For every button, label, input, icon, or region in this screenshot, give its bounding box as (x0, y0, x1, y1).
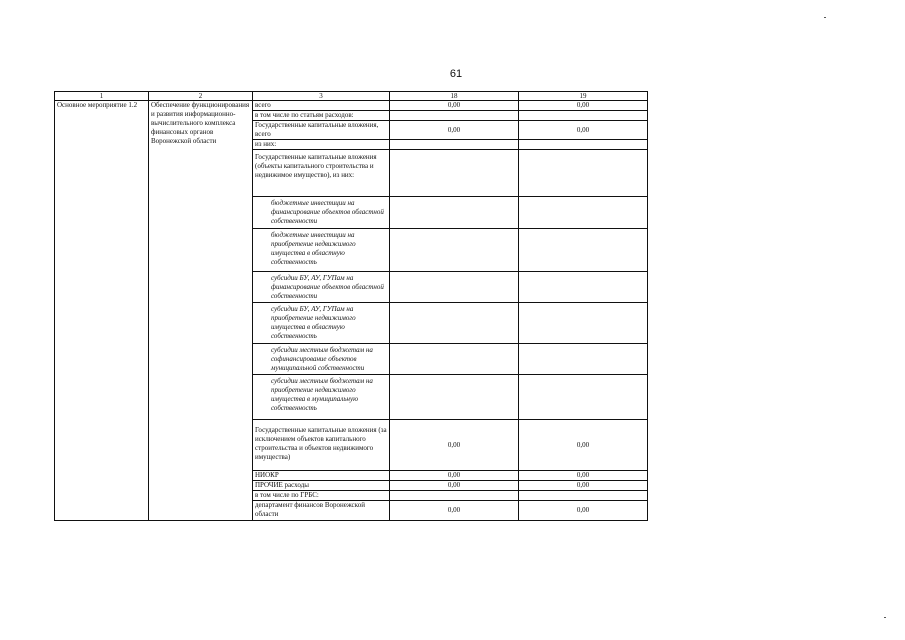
value-18 (390, 344, 519, 375)
page-number: 61 (449, 68, 463, 80)
value-19 (519, 140, 648, 150)
budget-table (54, 91, 648, 521)
value-19 (519, 197, 648, 229)
scan-speck (824, 17, 826, 18)
value-19: 0,00 (519, 471, 648, 481)
column-header: 1 (55, 92, 149, 101)
value-19 (519, 491, 648, 501)
value-18: 0,00 (390, 420, 519, 471)
value-18 (390, 375, 519, 420)
value-18 (390, 229, 519, 272)
row-label: Государственные капитальные вложения (объекты капитального строительства и недвижимое имущество), из них: (253, 150, 390, 197)
row-label: Государственные капитальные вложения, всего (253, 121, 390, 140)
column-header: 19 (519, 92, 648, 101)
row-label: департамент финансов Воронежской области (253, 501, 390, 521)
scan-speck (884, 617, 886, 618)
row-label: бюджетные инвестиции на финансирование объектов областной собственности (253, 197, 390, 229)
value-18 (390, 272, 519, 303)
row-label: субсидии БУ, АУ, ГУПам на приобретение недвижимого имущества в областную собственность (253, 303, 390, 344)
value-19 (519, 150, 648, 197)
value-19: 0,00 (519, 481, 648, 491)
row-label: бюджетные инвестиции на приобретение недвижимого имущества в областную собственность (253, 229, 390, 272)
value-18 (390, 303, 519, 344)
value-19 (519, 303, 648, 344)
value-19 (519, 229, 648, 272)
value-19 (519, 111, 648, 121)
value-18 (390, 140, 519, 150)
column-header: 18 (390, 92, 519, 101)
column-header: 2 (149, 92, 253, 101)
row-label: ПРОЧИЕ расходы (253, 481, 390, 491)
measure-title-cell: Обеспечение функционирования и развития информационно-вычислительного комплекса финансовых органов Воронежской области (149, 101, 253, 521)
row-label: Государственные капитальные вложения (за исключением объектов капитального строительства и объектов недвижимого имущества) (253, 420, 390, 471)
value-18: 0,00 (390, 481, 519, 491)
column-header: 3 (253, 92, 390, 101)
row-label: субсидии местным бюджетам на приобретение недвижимого имущества в муниципальную собственность (253, 375, 390, 420)
value-19 (519, 375, 648, 420)
value-18 (390, 491, 519, 501)
row-label: субсидии БУ, АУ, ГУПам на финансирование объектов областной собственности (253, 272, 390, 303)
row-label: всего (253, 101, 390, 111)
value-19: 0,00 (519, 121, 648, 140)
value-18: 0,00 (390, 101, 519, 111)
value-18 (390, 111, 519, 121)
value-19: 0,00 (519, 420, 648, 471)
value-19: 0,00 (519, 501, 648, 521)
row-label: из них: (253, 140, 390, 150)
value-19 (519, 344, 648, 375)
value-19: 0,00 (519, 101, 648, 111)
value-18: 0,00 (390, 501, 519, 521)
row-label: НИОКР (253, 471, 390, 481)
row-label: в том числе по ГРБС: (253, 491, 390, 501)
measure-cell: Основное мероприятие 1.2 (55, 101, 149, 521)
header-row (55, 92, 648, 101)
value-18: 0,00 (390, 471, 519, 481)
value-18: 0,00 (390, 121, 519, 140)
value-19 (519, 272, 648, 303)
value-18 (390, 150, 519, 197)
value-18 (390, 197, 519, 229)
row-label: в том числе по статьям расходов: (253, 111, 390, 121)
row-label: субсидии местным бюджетам на софинансирование объектов муниципальной собственности (253, 344, 390, 375)
table-row (55, 101, 648, 111)
